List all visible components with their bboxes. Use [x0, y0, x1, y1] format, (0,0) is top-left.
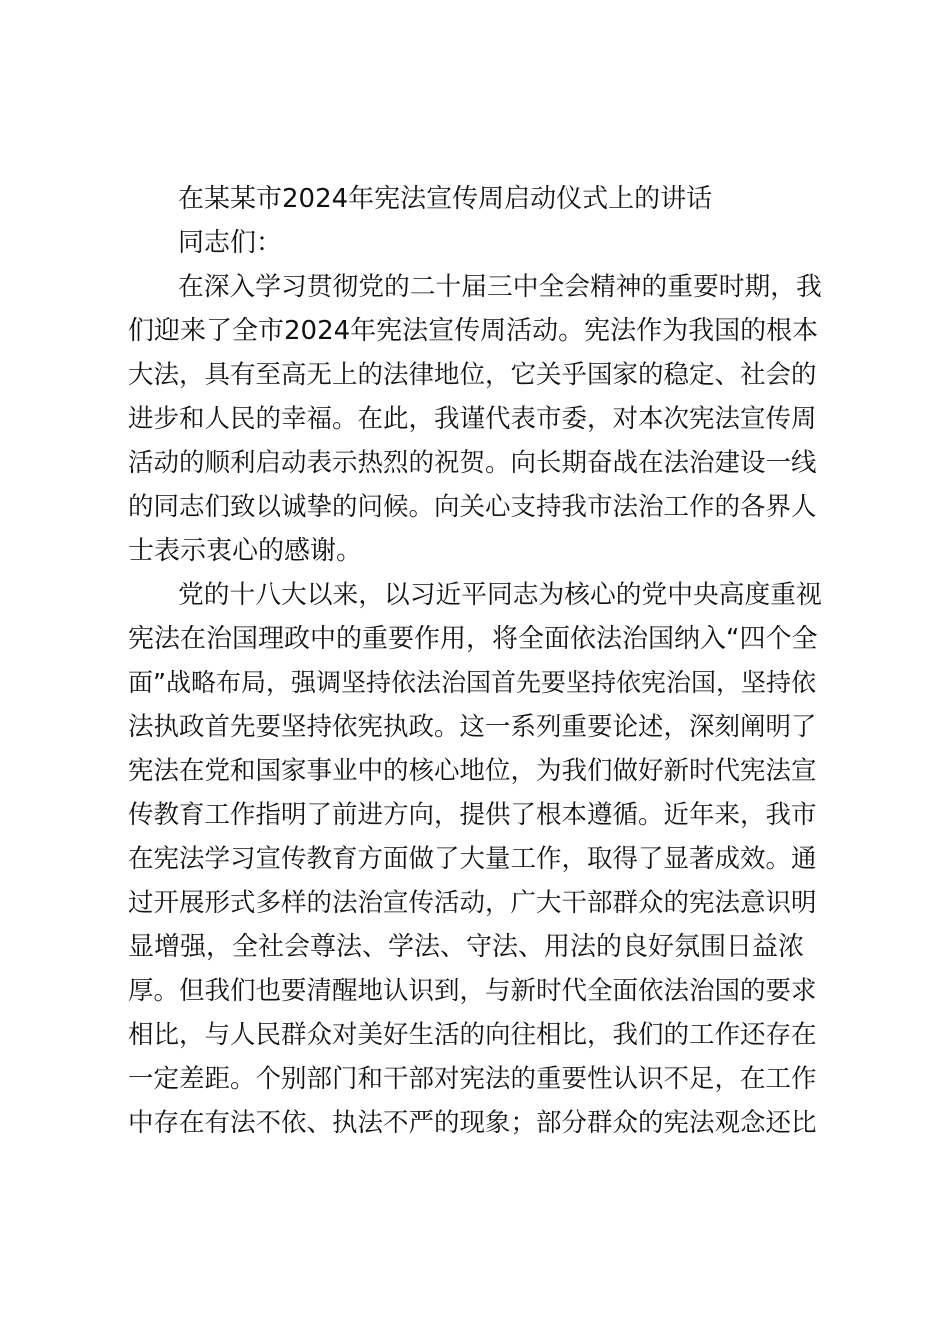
paragraph-line: 们迎来了全市2024年宪法宣传周活动。宪法作为我国的根本: [128, 316, 819, 346]
paragraph-line: 大法，具有至高无上的法律地位，它关乎国家的稳定、社会的: [128, 360, 817, 390]
paragraph: [128, 573, 822, 1145]
paragraph-line: 面”战略布局，强调坚持依法治国首先要坚持依宪治国，坚持依: [128, 668, 816, 697]
paragraph-line: 在深入学习贯彻党的二十届三中全会精神的重要时期，我: [178, 272, 822, 302]
paragraph-line: 过开展形式多样的法治宣传活动，广大干部群众的宪法意识明: [128, 888, 817, 918]
paragraph: [128, 265, 822, 573]
paragraph-line: 的同志们致以诚挚的问候。向关心支持我市法治工作的各界人: [128, 492, 817, 522]
paragraph-line: 宪法在党和国家事业中的核心地位，为我们做好新时代宪法宣: [128, 756, 817, 786]
paragraph-line: 传教育工作指明了前进方向，提供了根本遵循。近年来，我市: [128, 800, 817, 830]
paragraph-line: 士表示衷心的感谢。: [128, 536, 363, 566]
document-page: [128, 177, 822, 1145]
paragraph-line: 进步和人民的幸福。在此，我谨代表市委，对本次宪法宣传周: [128, 404, 817, 434]
paragraph-line: 一定差距。个别部门和干部对宪法的重要性认识不足，在工作: [128, 1064, 817, 1094]
paragraph-line: 宪法在治国理政中的重要作用，将全面依法治国纳入“四个全: [128, 624, 818, 654]
salutation: 同志们：: [178, 228, 283, 258]
paragraph-line: 在宪法学习宣传教育方面做了大量工作，取得了显著成效。通: [128, 844, 817, 874]
paragraph-line: 活动的顺利启动表示热烈的祝贺。向长期奋战在法治建设一线: [128, 448, 817, 478]
paragraph-line: 党的十八大以来，以习近平同志为核心的党中央高度重视: [178, 580, 822, 610]
paragraph-line: 法执政首先要坚持依宪执政。这一系列重要论述，深刻阐明了: [128, 712, 817, 742]
paragraph-line: 相比，与人民群众对美好生活的向往相比，我们的工作还存在: [128, 1020, 817, 1050]
paragraph-line: 厚。但我们也要清醒地认识到，与新时代全面依法治国的要求: [128, 976, 817, 1006]
document-body: [128, 265, 822, 1145]
paragraph-line: 显增强，全社会尊法、学法、守法、用法的良好氛围日益浓: [128, 932, 805, 962]
document-title: 在某某市2024年宪法宣传周启动仪式上的讲话: [178, 184, 713, 214]
paragraph-line: 中存在有法不依、执法不严的现象；部分群众的宪法观念还比: [128, 1108, 817, 1138]
